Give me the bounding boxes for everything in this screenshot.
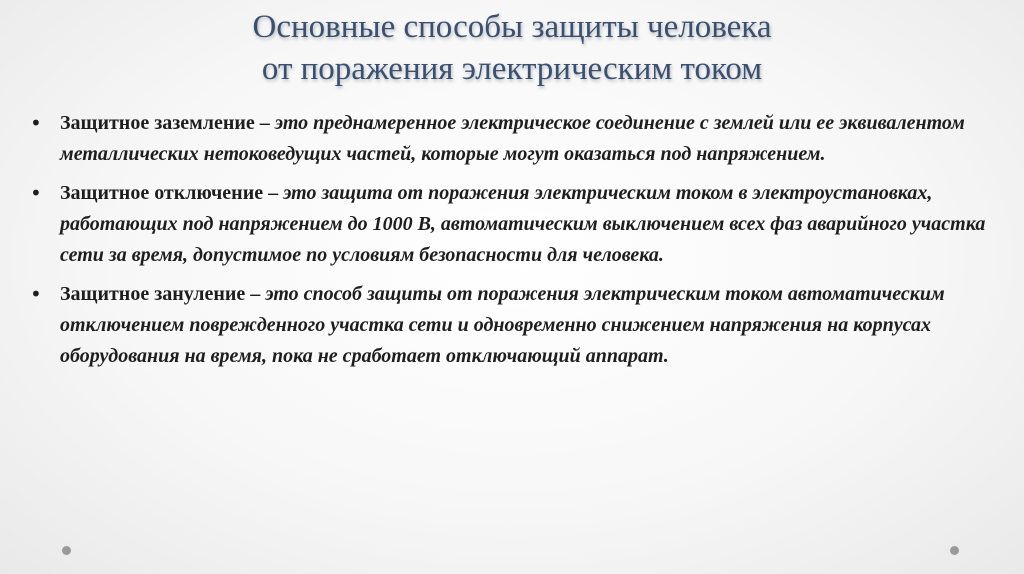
- bullet-marker: •: [30, 111, 42, 135]
- slide-title-line-1: Основные способы защиты человека: [252, 9, 772, 45]
- bullet-term: Защитное заземление –: [60, 112, 275, 134]
- bullet-item-protective-grounding-to-neutral: [26, 279, 1006, 372]
- decorative-dot-left: [62, 546, 71, 555]
- bullet-definition: это способ защиты от поражения электрическим током автоматическим отключением поврежденного участка сети и одновременно снижением напряжения на корпусах оборудования на время, пока не сработает отключающий аппарат.: [60, 283, 945, 367]
- bullet-term: Защитное зануление –: [60, 283, 266, 305]
- bullet-list: [26, 108, 1006, 380]
- decorative-dot-right: [950, 546, 959, 555]
- bullet-term: Защитное отключение –: [60, 182, 284, 204]
- bullet-definition: это преднамеренное электрическое соединение с землей или ее эквивалентом металлических нетоковедущих частей, которые могут оказаться под напряжением.: [60, 112, 965, 165]
- bullet-item-protective-earthing: [26, 108, 1006, 170]
- slide-title-line-2: от поражения электрическим током: [261, 51, 763, 87]
- bullet-definition: это защита от поражения электрическим током в электроустановках, работающих под напряжением до 1000 В, автоматическим выключением всех фаз аварийного участка сети за время, допустимое по условиям безопасности для человека.: [60, 182, 986, 266]
- slide-title: [120, 6, 904, 90]
- bullet-item-protective-shutdown: [26, 178, 1006, 271]
- bullet-marker: •: [30, 181, 42, 205]
- bullet-marker: •: [30, 282, 42, 306]
